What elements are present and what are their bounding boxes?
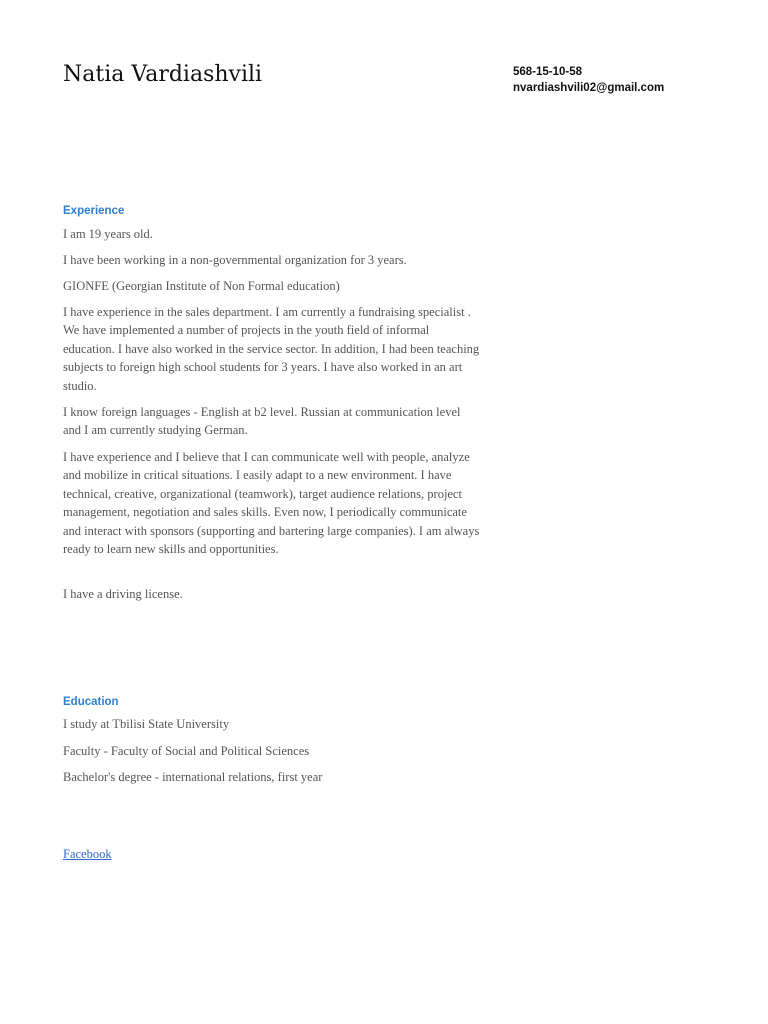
experience-paragraph-organization: GIONFE (Georgian Institute of Non Formal education) — [63, 279, 340, 293]
experience-paragraph-languages: I know foreign languages - English at b2 level. Russian at communication level and I am currently studying German. — [63, 405, 461, 438]
contact-block — [513, 64, 664, 96]
experience-paragraph-sales: I have experience in the sales department. I am currently a fundraising specialist . We have implemented a number of projects in the youth field of informal education. I have also worked in the service sector. In addition, I had been teaching subjects to foreign high school students for 3 years. I have also worked in an art studio. — [63, 305, 480, 393]
facebook-link[interactable]: Facebook — [63, 847, 112, 861]
education-paragraph-faculty: Faculty - Faculty of Social and Political Sciences — [63, 744, 310, 758]
experience-paragraph-skills: I have experience and I believe that I can communicate well with people, analyze and mobilize in critical situations. I easily adapt to a new environment. I have technical, creative, organizational (teamwork), target audience relations, project management, negotiation and sales skills. Even now, I periodically communicate and interact with sponsors (supporting and bartering large companies). I am always ready to learn new skills and opportunities. — [63, 450, 480, 557]
experience-paragraph-ngo: I have been working in a non-governmental organization for 3 years. — [63, 253, 407, 267]
education-heading: Education — [63, 696, 119, 708]
resume-name: Natia Vardiashvili — [63, 62, 263, 87]
email-address: nvardiashvili02@gmail.com — [513, 82, 665, 94]
education-paragraph-university: I study at Tbilisi State University — [63, 717, 230, 731]
phone-number: 568-15-10-58 — [513, 66, 583, 78]
experience-paragraph-age: I am 19 years old. — [63, 227, 153, 241]
experience-paragraph-license: I have a driving license. — [63, 587, 183, 601]
education-paragraph-degree: Bachelor's degree - international relations, first year — [63, 770, 323, 784]
experience-heading: Experience — [63, 205, 125, 217]
